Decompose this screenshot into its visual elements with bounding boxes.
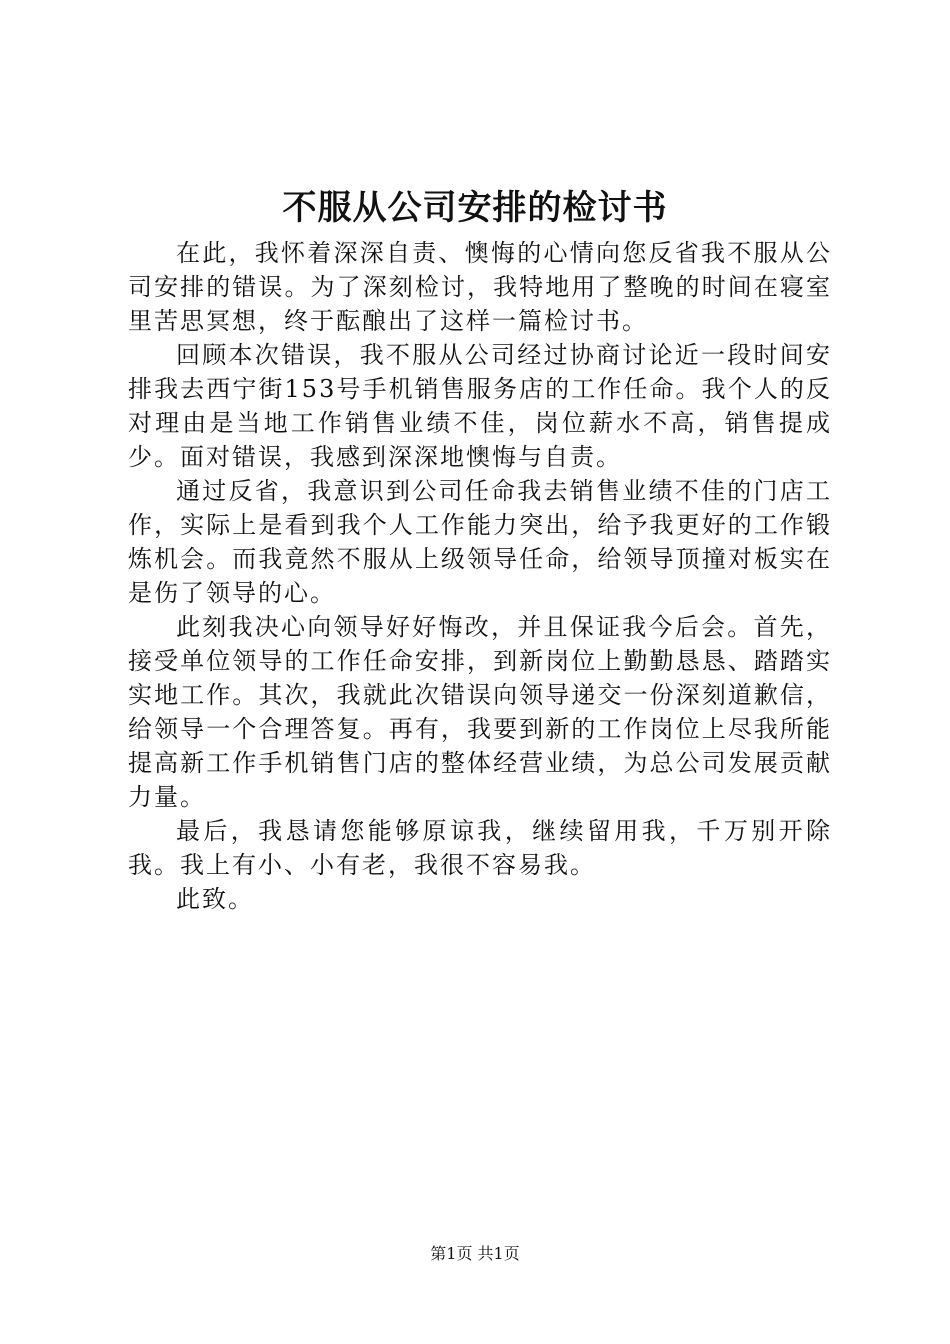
document-body xyxy=(128,236,832,916)
document-title: 不服从公司安排的检讨书 xyxy=(282,188,668,228)
page-footer: 第1页 共1页 xyxy=(430,1244,520,1263)
paragraph-5: 最后，我恳请您能够原谅我，继续留用我，千万别开除我。我上有小、小有老，我很不容易我。 xyxy=(128,817,832,879)
paragraph-1: 在此，我怀着深深自责、懊悔的心情向您反省我不服从公司安排的错误。为了深刻检讨，我特地用了整晚的时间在寝室里苦思冥想，终于酝酿出了这样一篇检讨书。 xyxy=(128,239,832,335)
paragraph-4: 此刻我决心向领导好好悔改，并且保证我今后会。首先，接受单位领导的工作任命安排，到新岗位上勤勤恳恳、踏踏实实地工作。其次，我就此次错误向领导递交一份深刻道歉信，给领导一个合理答复。再有，我要到新的工作岗位上尽我所能提高新工作手机销售门店的整体经营业绩，为总公司发展贡献力量。 xyxy=(128,613,832,811)
paragraph-2: 回顾本次错误，我不服从公司经过协商讨论近一段时间安排我去西宁街153号手机销售服务店的工作任命。我个人的反对理由是当地工作销售业绩不佳，岗位薪水不高，销售提成少。面对错误，我感到深深地懊悔与自责。 xyxy=(128,341,832,471)
paragraph-closing: 此致。 xyxy=(176,885,254,913)
paragraph-3: 通过反省，我意识到公司任命我去销售业绩不佳的门店工作，实际上是看到我个人工作能力突出，给予我更好的工作锻炼机会。而我竟然不服从上级领导任命，给领导顶撞对板实在是伤了领导的心。 xyxy=(128,477,832,607)
